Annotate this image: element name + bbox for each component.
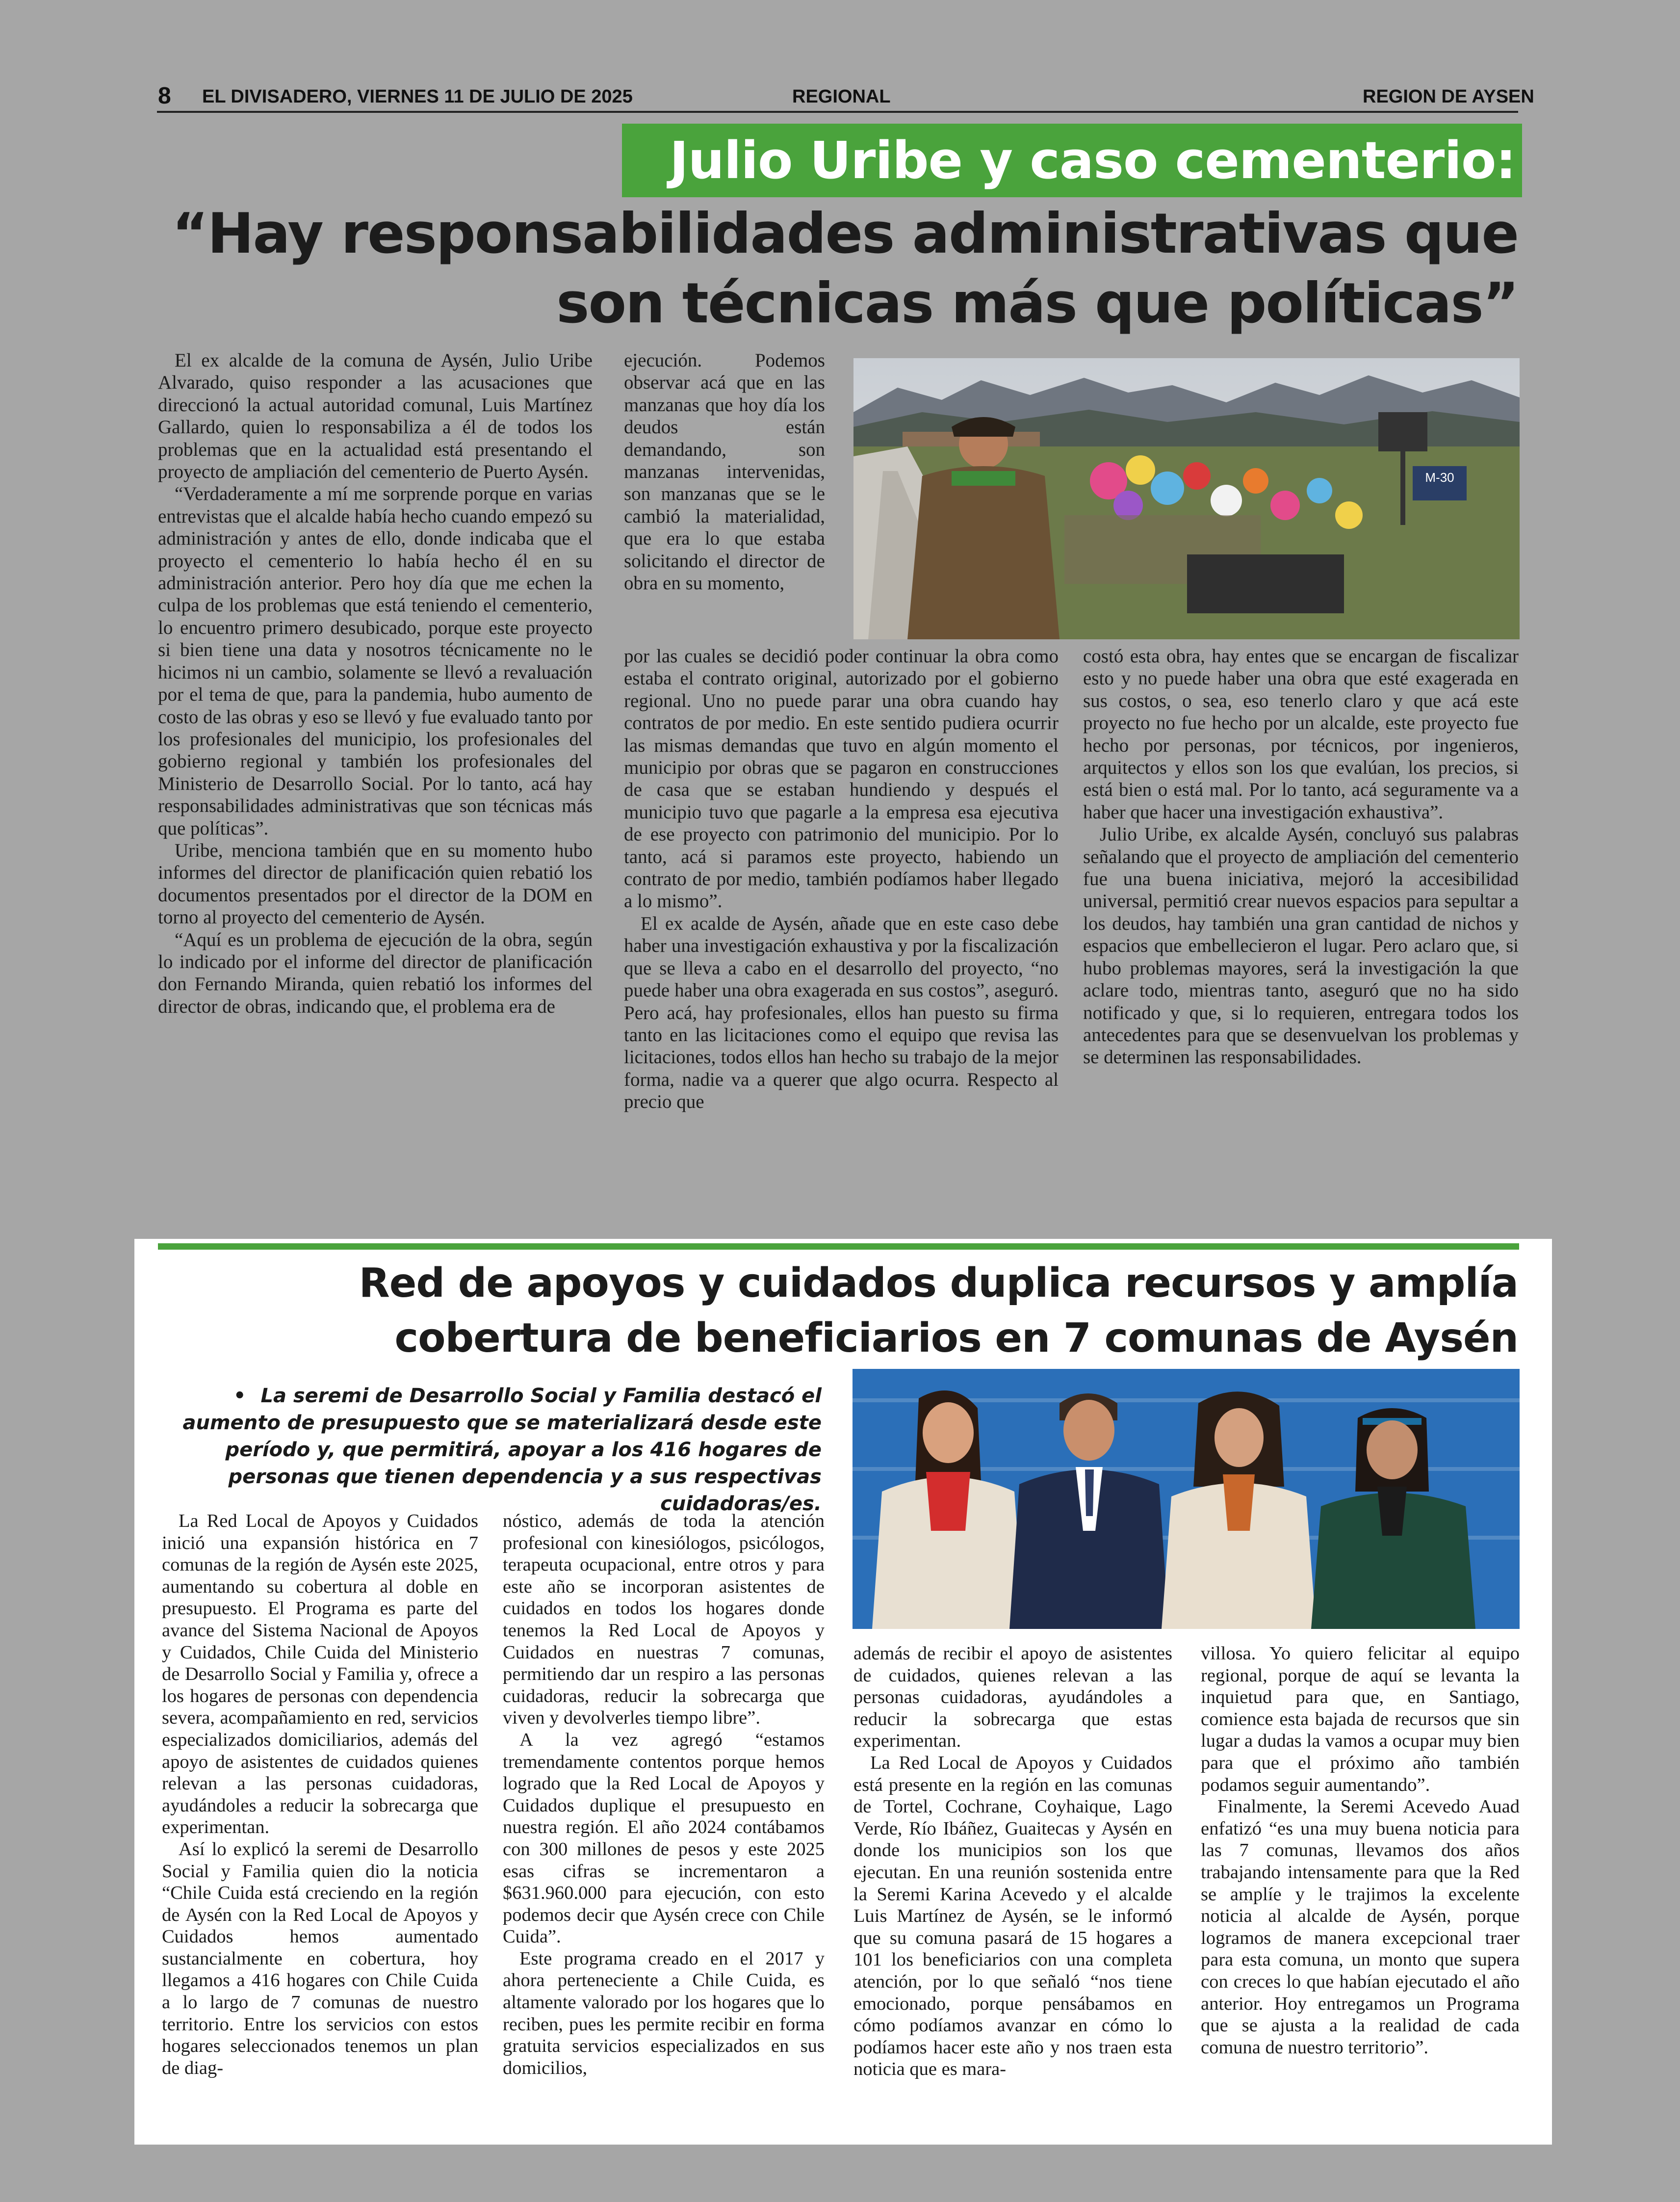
paragraph: por las cuales se decidió poder continuar la obra como estaba el contrato original, autorizado por el gobierno regional. Uno no puede parar una obra cuando hay contratos de por medio. En este sentido pudiera ocurrir las mismas demandas que tuvo en algún momento el municipio por obras que se pagaron en construcciones de casa que se estaban hundiendo y después el municipio tuvo que pagarle a la empresa esa ejecutiva de ese proyecto con patrimonio del municipio. Por lo tanto, acá si paramos este proyecto, habiendo un contrato de por medio, también podíamos haber llegado a lo mismo”. — [624, 646, 1059, 912]
paragraph: nóstico, además de toda la atención profesional con kinesiólogos, psicólogos, terapeuta ocupacional, entre otros y para este año se incorporan asistentes de cuidados en todos los hogares donde tenemos la Red Local de Apoyos y Cuidados en nuestras 7 comunas, permitiendo dar un respiro a las personas cuidadoras, reducir la sobrecarga que viven y devolverles tiempo libre”. — [503, 1511, 825, 1729]
article2-green-rule — [158, 1243, 1519, 1250]
article1-kicker: Julio Uribe y caso cementerio: — [670, 131, 1516, 190]
group-illustration — [853, 1369, 1520, 1629]
paragraph: Este programa creado en el 2017 y ahora perteneciente a Chile Cuida, es altamente valorado por los hogares que lo reciben, pues les permite recibir en forma gratuita servicios especializados en sus domicilios, — [503, 1948, 825, 2078]
cemetery-photo — [853, 358, 1520, 639]
paragraph: “Verdaderamente a mí me sorprende porque en varias entrevistas que el alcalde había hecho cuando empezó su administración y antes de ello, donde indicaba que el proyecto el cementerio lo había hecho él en su administración anterior. Pero hoy día que me echen la culpa de los problemas que está teniendo el cementerio, lo encuentro primero desubicado, porque este proyecto si bien tiene una data y nosotros técnicamente no le hicimos ni un cambio, solamente se llevó a revaluación por el tema de que, para la pandemia, hubo aumento de costo de las obras y eso se llevó y fue evaluado tanto por los profesionales del municipio, los profesionales del gobierno regional y también los profesionales del Ministerio de Desarrollo Social. Por lo tanto, acá hay responsabilidades administrativas que son técnicas más que políticas”. — [158, 483, 593, 839]
paragraph: A la vez agregó “estamos tremendamente contentos porque hemos logrado que la Red Local de Apoyos y Cuidados duplique el presupuesto en nuestra región. El año 2024 contábamos con 300 millones de pesos y este 2025 esas cifras se incrementaron a $631.960.000 para ejecución, con esto podemos decir que Aysén crece con Chile Cuida”. — [503, 1729, 825, 1947]
article2-lead — [172, 1383, 822, 1518]
region-label: REGION DE AYSEN — [1363, 86, 1534, 107]
page-number: 8 — [158, 83, 171, 109]
paragraph: La Red Local de Apoyos y Cuidados está presente en la región en las comunas de Tortel, Cochrane, Coyhaique, Lago Verde, Río Ibáñez, Guaitecas y Aysén en donde los municipios son los que ejecutan. En una reunión sostenida entre la Seremi Karina Acevedo y el alcalde Luis Martínez de Aysén, se le informó que su comuna pasará de 15 hogares a 101 los beneficiarios con una completa atención, por lo que señaló “nos tiene emocionado, porque pensábamos en cómo podíamos avanzar en cómo lo podíamos hacer este año y nos traen esta noticia que es mara- — [853, 1752, 1172, 2080]
cemetery-illustration — [853, 358, 1520, 639]
paragraph: Uribe, menciona también que en su momento hubo informes del director de planificación quien rebatió los documentos presentados por el director de la DOM en torno al proyecto del cementerio de Aysén. — [158, 839, 593, 928]
lead-text: La seremi de Desarrollo Social y Familia destacó el aumento de presupuesto que se materializará desde este período y, que permitirá, apoyar a los 416 hogares de personas que tienen dependencia y a sus respectivas cuidadoras/es. — [182, 1385, 822, 1515]
article2-column-4 — [1201, 1643, 1520, 2058]
paragraph: villosa. Yo quiero felicitar al equipo regional, porque de aquí se levanta la inquietud para que, en Santiago, comience esta bajada de recursos que sin lugar a dudas la vamos a ocupar muy bien para que el próximo año también podamos seguir aumentando”. — [1201, 1643, 1520, 1795]
article2-headline: Red de apoyos y cuidados duplica recursos y amplía cobertura de beneficiarios en 7 comunas de Aysén — [359, 1260, 1518, 1362]
paragraph: ejecución. Podemos observar acá que en las manzanas que hoy día los deudos están demandando, son manzanas intervenidas, son manzanas que se le cambió la materialidad, que era lo que estaba solicitando el director de obra en su momento, — [624, 350, 825, 594]
paragraph: costó esta obra, hay entes que se encargan de fiscalizar esto y no puede haber una obra que esté exagerada en sus costos, o sea, eso tenerlo claro y que acá este proyecto no fue hecho por un alcalde, este proyecto fue hecho por personas, por técnicos, por ingenieros, arquitectos y ellos son los que evalúan, los precios, si está bien o está mal. Por lo tanto, acá seguramente va a haber que hacer una investigación exhaustiva”. — [1083, 646, 1519, 823]
paragraph: Julio Uribe, ex alcalde Aysén, concluyó sus palabras señalando que el proyecto de ampliación del cementerio fue una buena iniciativa, mejoró la accesibilidad universal, permitió crear nuevos espacios para sepultar a los deudos, hay también una gran cantidad de nichos y espacios que embellecieron el lugar. Pero aclaro que, si hubo problemas mayores, será la investigación la que aclare todo, mientras tanto, aseguró que no ha sido notificado y que, si lo requieren, entregara todos los antecedentes para que se desenvuelvan los problemas y se determinen las responsabilidades. — [1083, 824, 1519, 1068]
section-label: REGIONAL — [792, 86, 891, 107]
group-photo — [853, 1369, 1520, 1629]
paragraph: además de recibir el apoyo de asistentes de cuidados, quienes relevan a las personas cuidadoras, ayudándoles a reducir la sobrecarga que estas experimentan. — [853, 1643, 1172, 1752]
article2-column-2 — [503, 1510, 825, 2079]
article1-column-3 — [1083, 645, 1519, 1069]
article1-headline: “Hay responsabilidades administrativas que son técnicas más que políticas” — [172, 201, 1518, 336]
bullet-icon: • — [233, 1385, 246, 1407]
paragraph: Finalmente, la Seremi Acevedo Auad enfatizó “es una muy buena noticia para las 7 comunas, llevamos dos años trabajando intensamente para que la Red se amplíe y le trajimos la excelente noticia al alcalde de Aysén, porque logramos de manera excepcional traer para esta comuna, un monto que supera con creces lo que habían ejecutado el año anterior. Hoy entregamos un Programa que se ajusta a la realidad de cada comuna de nuestro territorio”. — [1201, 1796, 1520, 2058]
photo-sign-text: M-30 — [1425, 470, 1454, 485]
paragraph: El ex acalde de Aysén, añade que en este caso debe haber una investigación exhaustiva y por la fiscalización que se lleva a cabo en el desarrollo del proyecto, “no puede haber una obra exagerada en sus costos”, aseguró. Pero acá, hay profesionales, ellos han puesto su firma tanto en las licitaciones como el equipo que revisa las licitaciones, todos ellos han hecho su trabajo de la mejor forma, nadie va a querer que algo ocurra. Respecto al precio que — [624, 913, 1059, 1113]
header-rule — [157, 111, 1518, 113]
article1-column-2-top — [624, 349, 825, 594]
article1-column-2-bottom — [624, 645, 1059, 1113]
paper-date: EL DIVISADERO, VIERNES 11 DE JULIO DE 2025 — [202, 86, 633, 107]
article2-column-1 — [162, 1510, 478, 2079]
article1-column-1 — [158, 349, 593, 1018]
paragraph: “Aquí es un problema de ejecución de la obra, según lo indicado por el informe del director de planificación don Fernando Miranda, quien rebatió los informes del director de obras, indicando que, el problema era de — [158, 929, 593, 1017]
paragraph: La Red Local de Apoyos y Cuidados inició una expansión histórica en 7 comunas de la región de Aysén este 2025, aumentando su cobertura al doble en presupuesto. El Programa es parte del avance del Sistema Nacional de Apoyos y Cuidados, Chile Cuida del Ministerio de Desarrollo Social y Familia y, ofrece a los hogares de personas con dependencia severa, acompañamiento en red, servicios especializados domiciliarios, además del apoyo de asistentes de cuidados quienes relevan a las personas cuidadoras, ayudándoles a reducir la sobrecarga que experimentan. — [162, 1511, 478, 1838]
paragraph: El ex alcalde de la comuna de Aysén, Julio Uribe Alvarado, quiso responder a las acusaciones que direccionó la actual autoridad comunal, Luis Martínez Gallardo, quien lo responsabiliza a él de todos los problemas que en la actualidad está presentando el proyecto de ampliación del cementerio de Puerto Aysén. — [158, 350, 593, 483]
paragraph: Así lo explicó la seremi de Desarrollo Social y Familia quien dio la noticia “Chile Cuida está creciendo en la región de Aysén con la Red Local de Apoyos y Cuidados hemos aumentado sustancialmente en cobertura, hoy llegamos a 416 hogares con Chile Cuida a lo largo de 7 comunas de nuestro territorio. Entre los servicios con estos hogares seleccionados tenemos un plan de diag- — [162, 1838, 478, 2078]
article2-column-3 — [853, 1643, 1172, 2080]
